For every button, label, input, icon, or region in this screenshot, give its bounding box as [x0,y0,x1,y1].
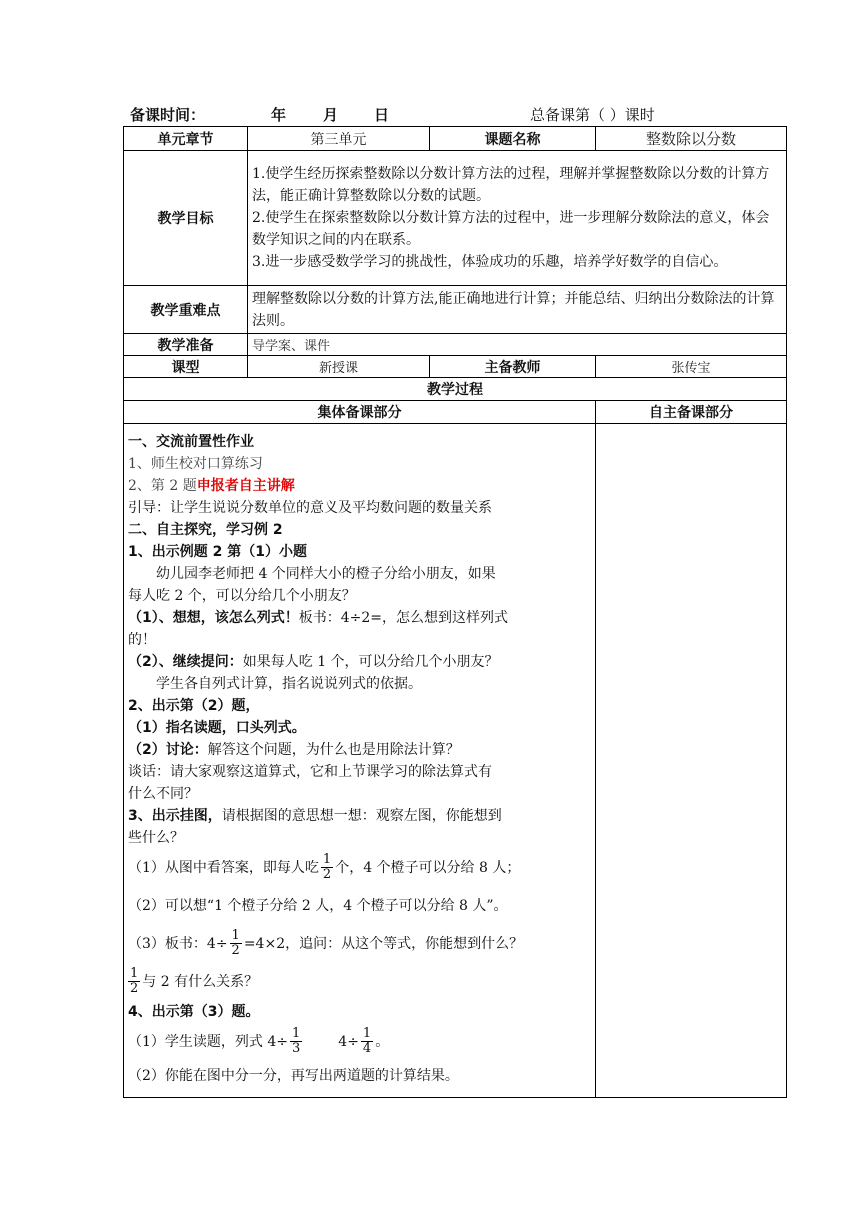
lesson-plan-table [123,126,787,1098]
goals-label: 教学目标 [124,151,248,286]
type-value: 新授课 [248,356,430,378]
text-line [128,925,591,963]
text-span: 请根据图的意思想一想：观察左图，你能想到 [221,807,502,824]
fraction-third [290,1027,302,1056]
subsection-heading: 2、出示第（2）题， [128,697,260,714]
lesson-total-label: 总备课第（ ）课时 [530,106,655,124]
fraction-denominator: 4 [362,1041,372,1056]
text-line: 每人吃 2 个，可以分给几个小朋友？ [128,587,356,604]
text-span: （2）讨论： [128,741,208,758]
text-line [128,475,591,497]
subsection-heading: 1、出示例题 2 第（1）小题 [128,543,307,560]
fraction-numerator: 1 [231,928,240,943]
text-span: （1）从图中看答案，即每人吃 [128,859,319,876]
teacher-value: 张传宝 [596,356,787,378]
goal-item: 1.使学生经历探索整数除以分数计算方法的过程，理解并掌握整数除以分数的计算方法，能正确计算整数除以分数的试题。 [252,166,770,204]
text-span: 4÷ [338,1033,359,1050]
text-span: 解答这个问题，为什么也是用除法计算？ [207,741,460,758]
text-line: （2）可以想“1 个橙子分给 2 人，4 个橙子可以分给 8 人”。 [128,897,508,914]
goals-cell [248,151,787,286]
fraction-half [128,967,140,996]
prep-label: 教学准备 [124,334,248,356]
text-span: =4×2，追问：从这个等式，你能想到什么？ [243,935,524,952]
fraction-numerator: 1 [362,1026,372,1041]
unit-row [124,127,787,151]
text-line: 的！ [128,631,156,648]
prep-time-label: 备课时间： [130,106,206,124]
text-line: （2）你能在图中分一分，再写出两道题的计算结果。 [128,1067,459,1084]
text-span: 板书：4÷2=，怎么想到这样列式 [298,609,509,626]
text-span: 。 [375,1033,390,1050]
key-label: 教学重难点 [124,286,248,334]
topic-value: 整数除以分数 [596,127,787,151]
text-line: 些什么？ [128,829,184,846]
text-line [128,805,591,827]
text-line: （1）指名读题，口头列式。 [128,719,306,736]
text-line: 幼儿园李老师把 4 个同样大小的橙子分给小朋友，如果 [156,565,496,582]
unit-label: 单元章节 [124,127,248,151]
fraction-numerator: 1 [130,966,139,981]
text-span: 2、第 2 题 [128,477,197,494]
section-heading: 一、交流前置性作业 [128,433,254,450]
goals-row [124,151,787,286]
text-line: 引导：让学生说说分数单位的意义及平均数问题的数量关系 [128,499,492,516]
type-label: 课型 [124,356,248,378]
fraction-half [230,929,242,958]
text-span: （1）学生读题，列式 4÷ [128,1033,288,1050]
month-label: 月 [323,106,339,124]
text-span: （3）板书：4÷ [128,935,228,952]
fraction-denominator: 3 [292,1041,301,1056]
process-title: 教学过程 [124,378,787,401]
fraction-denominator: 2 [130,981,139,996]
text-line [128,739,591,761]
highlight-text: 申报者自主讲解 [196,477,295,494]
text-line [128,963,591,1001]
fraction-denominator: 2 [322,867,332,882]
text-span: （2）、继续提问： [128,653,243,670]
key-value: 理解整数除以分数的计算方法,能正确地进行计算；并能总结、归纳出分数除法的计算法则。 [248,286,787,334]
collective-content [124,424,596,1098]
process-body-row [124,424,787,1098]
goal-item: 3.进一步感受数学学习的挑战性，体验成功的乐趣，培养学好数学的自信心。 [252,254,728,270]
day-label: 日 [374,106,390,124]
topic-label: 课题名称 [430,127,596,151]
document-header [0,104,860,126]
fraction-quarter [361,1027,373,1056]
text-span: 如果每人吃 1 个，可以分给几个小朋友？ [242,653,499,670]
subsection-heading: 4、出示第（3）题。 [128,1003,260,1020]
type-row [124,356,787,378]
text-span: 个，4 个橙子可以分给 8 人； [335,859,521,876]
prep-value: 导学案、课件 [248,334,787,356]
text-line [128,651,591,673]
prep-row [124,334,787,356]
fraction-numerator: 1 [322,852,332,867]
section-heading: 二、自主探究，学习例 2 [128,521,283,538]
self-header: 自主备课部分 [596,401,787,424]
text-span: 与 2 有什么关系？ [142,973,259,990]
key-row [124,286,787,334]
unit-value: 第三单元 [248,127,430,151]
collective-header: 集体备课部分 [124,401,596,424]
text-line: 1、师生校对口算练习 [128,455,263,472]
text-line [128,1023,591,1061]
fraction-half [321,853,333,882]
text-span: （1）、想想，该怎么列式！ [128,609,299,626]
process-header-row [124,401,787,424]
text-line: 什么不同？ [128,785,198,802]
text-span: 3、出示挂图， [128,807,222,824]
self-content [596,424,787,1098]
fraction-denominator: 2 [231,943,240,958]
teacher-label: 主备教师 [430,356,596,378]
text-line: 学生各自列式计算，指名说说列式的依据。 [156,675,422,692]
year-label: 年 [271,106,287,124]
text-line: 谈话：请大家观察这道算式，它和上节课学习的除法算式有 [128,763,492,780]
text-line [128,849,591,887]
process-title-row [124,378,787,401]
goal-item: 2.使学生在探索整数除以分数计算方法的过程中，进一步理解分数除法的意义，体会数学知识之间的内在联系。 [252,210,770,248]
text-line [128,607,591,629]
fraction-numerator: 1 [292,1026,301,1041]
